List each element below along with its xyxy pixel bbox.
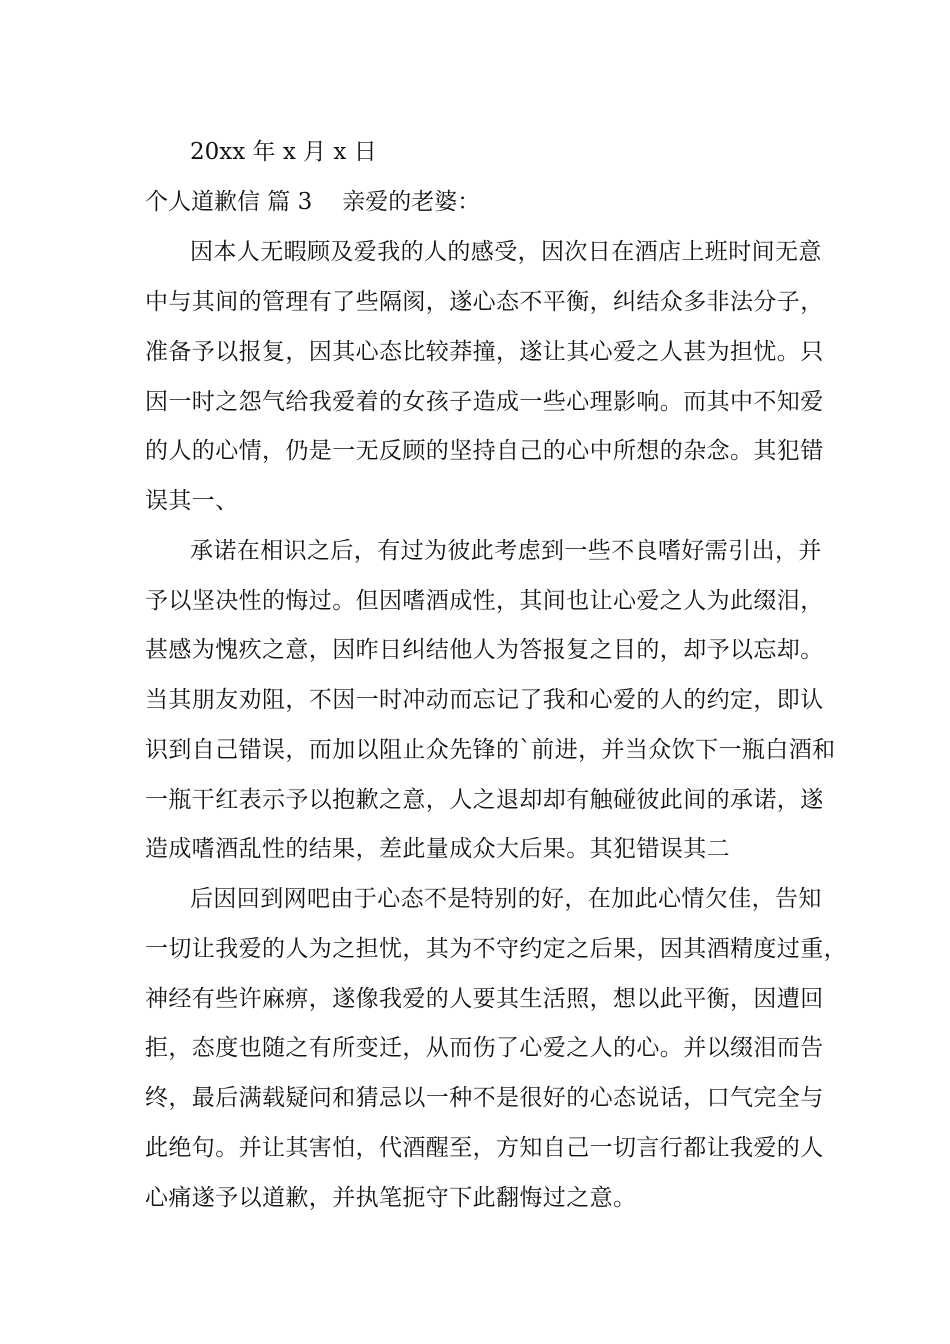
paragraph-line: 一瓶干红表示予以抱歉之意，人之退却却有触碰彼此间的承诺，遂 xyxy=(145,787,824,813)
paragraph-line: 予以坚决性的悔过。但因嗜酒成性，其间也让心爱之人为此缀泪， xyxy=(145,588,824,614)
salutation: 亲爱的老婆： xyxy=(342,189,481,215)
paragraph-line: 一切让我爱的人为之担忧，其为不守约定之后果，因其酒精度过重， xyxy=(145,936,847,962)
paragraph-line: 承诺在相识之后，有过为彼此考虑到一些不良嗜好需引出，并 xyxy=(190,538,822,564)
paragraph-line: 此绝句。并让其害怕，代酒醒至，方知自己一切言行都让我爱的人 xyxy=(145,1135,824,1161)
paragraph-line: 当其朋友劝阻，不因一时冲动而忘记了我和心爱的人的约定，即认 xyxy=(145,687,824,713)
paragraph-line: 因一时之怨气给我爱着的女孩子造成一些心理影响。而其中不知爱 xyxy=(145,389,824,415)
paragraph-line: 终，最后满载疑问和猜忌以一种不是很好的心态说话，口气完全与 xyxy=(145,1085,824,1111)
paragraph-line: 甚感为愧疚之意，因昨日纠结他人为答报复之目的，却予以忘却。 xyxy=(145,637,824,663)
paragraph-line: 心痛遂予以道歉，并执笔扼守下此翻悔过之意。 xyxy=(145,1185,637,1211)
paragraph-line: 中与其间的管理有了些隔阂，遂心态不平衡，纠结众多非法分子， xyxy=(145,289,824,315)
paragraph-line: 识到自己错误，而加以阻止众先锋的`前进，并当众饮下一瓶白酒和 xyxy=(145,737,836,763)
paragraph-line: 准备予以报复，因其心态比较莽撞，遂让其心爱之人甚为担忧。只 xyxy=(145,339,824,365)
paragraph-line: 误其一、 xyxy=(145,488,239,514)
paragraph-line: 后因回到网吧由于心态不是特别的好，在加此心情欠佳，告知 xyxy=(190,886,822,912)
paragraph-line: 因本人无暇顾及爱我的人的感受，因次日在酒店上班时间无意 xyxy=(190,239,822,265)
letter-date: 20xx 年 x 月 x 日 xyxy=(190,139,377,165)
paragraph-line: 神经有些许麻痹，遂像我爱的人要其生活照，想以此平衡，因遭回 xyxy=(145,986,824,1012)
paragraph-line: 造成嗜酒乱性的结果，差此量成众大后果。其犯错误其二 xyxy=(145,836,730,862)
letter-header xyxy=(145,187,480,217)
paragraph-line: 的人的心情，仍是一无反顾的坚持自己的心中所想的杂念。其犯错 xyxy=(145,438,824,464)
paragraph-line: 拒，态度也随之有所变迁，从而伤了心爱之人的心。并以缀泪而告 xyxy=(145,1035,824,1061)
section-title: 个人道歉信 篇 3 xyxy=(145,189,313,215)
